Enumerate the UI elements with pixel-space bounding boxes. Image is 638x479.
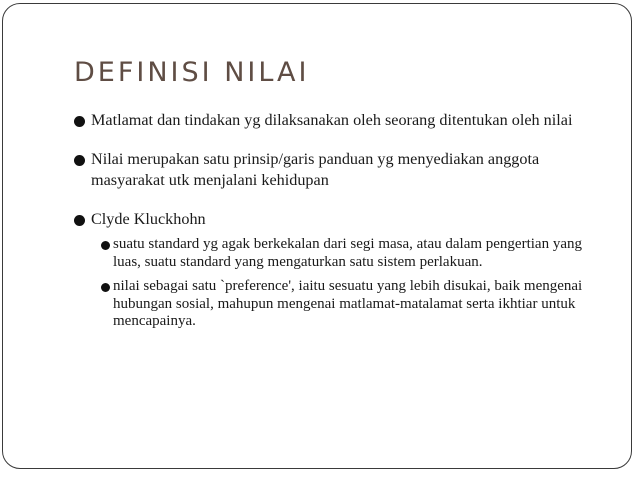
bullet-text: Matlamat dan tindakan yg dilaksanakan oleh seorang ditentukan oleh nilai <box>91 111 573 129</box>
bullet-text: Nilai merupakan satu prinsip/garis panduan yg menyediakan anggota masyarakat utk menjalani kehidupan <box>91 150 540 189</box>
sub-bullet-dot-icon <box>101 283 110 292</box>
slide-title: DEFINISI NILAI <box>74 57 310 88</box>
sub-bullet-list <box>91 236 603 331</box>
bullet-dot-icon <box>74 215 85 226</box>
bullet-list <box>73 110 603 331</box>
sub-bullet-item <box>93 278 603 331</box>
sub-bullet-dot-icon <box>101 241 110 250</box>
sub-bullet-text: suatu standard yg agak berkekalan dari segi masa, atau dalam pengertian yang luas, suatu standard yang mengaturkan satu sistem perlakuan. <box>113 236 582 270</box>
bullet-dot-icon <box>74 155 85 166</box>
sub-bullet-text: nilai sebagai satu `preference', iaitu sesuatu yang lebih disukai, baik mengenai hubungan sosial, mahupun mengenai matlamat-matalamat serta ikhtiar untuk mencapainya. <box>113 278 583 329</box>
bullet-item <box>73 149 603 191</box>
bullet-dot-icon <box>74 116 85 127</box>
slide-frame <box>2 3 632 469</box>
bullet-text: Clyde Kluckhohn <box>91 210 206 228</box>
bullet-item <box>73 209 603 331</box>
sub-bullet-item <box>93 236 603 271</box>
bullet-item <box>73 110 603 131</box>
